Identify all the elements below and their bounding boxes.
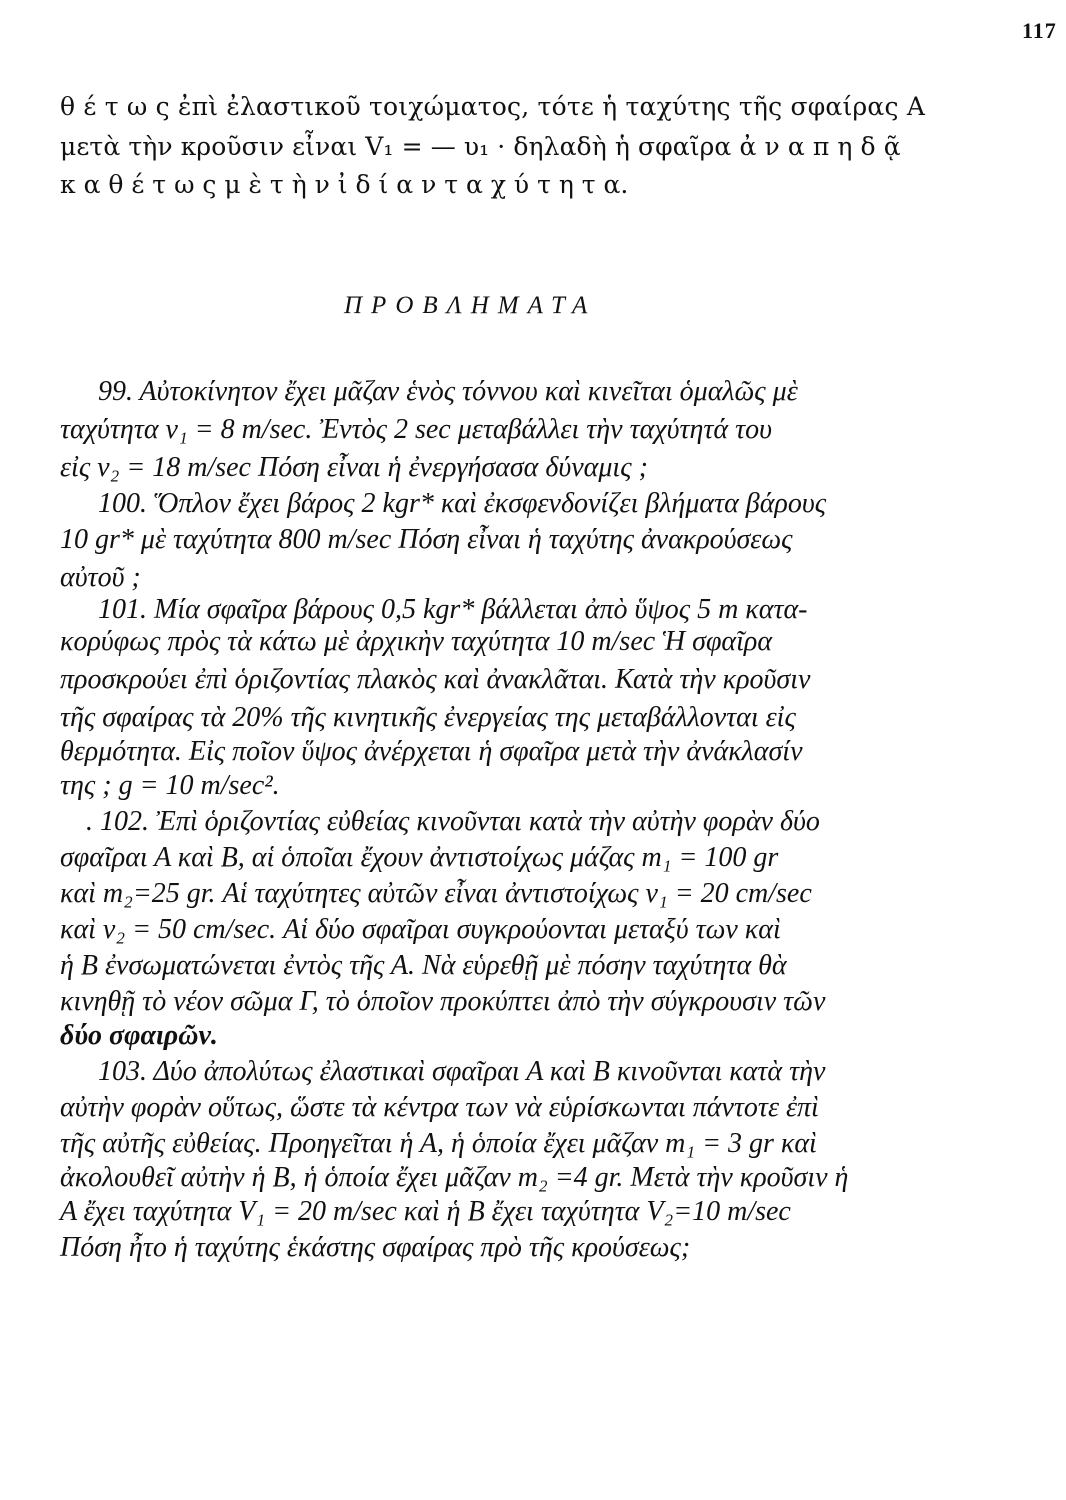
problem-line-16: καὶ v₂ = 50 cm/sec. Αἱ δύο σφαῖραι συγκρούονται μεταξύ των καὶ: [60, 914, 781, 945]
intro-line-2: μετὰ τὴν κροῦσιν εἶναι V₁ = — υ₁ · δηλαδὴ ἡ σφαῖρα ἀ ν α π η δ ᾷ: [60, 132, 901, 161]
problem-line-1: 99. Αὐτοκίνητον ἔχει μᾶζαν ἑνὸς τόννου καὶ κινεῖται ὁμαλῶς μὲ: [98, 376, 798, 407]
problem-line-14: σφαῖραι Α καὶ Β, αἱ ὁποῖαι ἔχουν ἀντιστοίχως μάζας m₁ = 100 gr: [60, 842, 779, 873]
problem-line-13: . 102. Ἐπὶ ὁριζοντίας εὐθείας κινοῦνται κατὰ τὴν αὐτὴν φορὰν δύο: [86, 806, 820, 837]
problem-line-24: Α ἔχει ταχύτητα V₁ = 20 m/sec καὶ ἡ Β ἔχει ταχύτητα V₂=10 m/sec: [60, 1196, 791, 1227]
problem-line-12: της ; g = 10 m/sec².: [60, 770, 280, 801]
page-number: 117: [1022, 18, 1057, 43]
problem-line-18: κινηθῇ τὸ νέον σῶμα Γ, τὸ ὁποῖον προκύπτει ἀπὸ τὴν σύγκρουσιν τῶν: [60, 986, 826, 1017]
problem-line-8: κορύφως πρὸς τὰ κάτω μὲ ἀρχικὴν ταχύτητα 10 m/sec Ἡ σφαῖρα: [60, 626, 773, 657]
problem-line-23: ἀκολουθεῖ αὐτὴν ἡ Β, ἡ ὁποία ἔχει μᾶζαν m₂ =4 gr. Μετὰ τὴν κροῦσιν ἡ: [60, 1162, 849, 1193]
problem-line-21: αὐτὴν φορὰν οὕτως, ὥστε τὰ κέντρα των νὰ εὑρίσκωνται πάντοτε ἐπὶ: [60, 1092, 819, 1123]
problem-line-11: θερμότητα. Εἰς ποῖον ὕψος ἀνέρχεται ἡ σφαῖρα μετὰ τὴν ἀνάκλασίν: [60, 736, 803, 767]
problem-line-20: 103. Δύο ἀπολύτως ἐλαστικαὶ σφαῖραι Α καὶ Β κινοῦνται κατὰ τὴν: [98, 1056, 826, 1087]
problem-line-7: 101. Μία σφαῖρα βάρους 0,5 kgr* βάλλεται ἀπὸ ὕψος 5 m κατα-: [98, 594, 808, 625]
intro-line-3: κ α θ έ τ ω ς μ ὲ τ ὴ ν ἰ δ ί α ν τ α χ ύ τ η τ α.: [60, 170, 629, 199]
problem-line-4: 100. Ὅπλον ἔχει βάρος 2 kgr* καὶ ἐκσφενδονίζει βλήματα βάρους: [98, 488, 827, 519]
problem-line-9: προσκρούει ἐπὶ ὁριζοντίας πλακὸς καὶ ἀνακλᾶται. Κατὰ τὴν κροῦσιν: [60, 664, 811, 695]
problem-line-6: αὐτοῦ ;: [60, 562, 141, 593]
problem-line-19: δύο σφαιρῶν.: [60, 1020, 218, 1051]
problem-line-3: εἰς v₂ = 18 m/sec Πόση εἶναι ἡ ἐνεργήσασα δύναμις ;: [60, 452, 648, 483]
problem-line-2: ταχύτητα v₁ = 8 m/sec. Ἐντὸς 2 sec μεταβάλλει τὴν ταχύτητά του: [60, 414, 772, 445]
section-heading: ΠΡΟΒΛΗΜΑΤΑ: [344, 292, 597, 319]
problem-line-22: τῆς αὐτῆς εὐθείας. Προηγεῖται ἡ Α, ἡ ὁποία ἔχει μᾶζαν m₁ = 3 gr καὶ: [60, 1128, 817, 1159]
problem-line-10: τῆς σφαίρας τὰ 20% τῆς κινητικῆς ἐνεργείας της μεταβάλλονται εἰς: [60, 702, 796, 733]
problem-line-25: Πόση ἦτο ἡ ταχύτης ἑκάστης σφαίρας πρὸ τῆς κρούσεως;: [60, 1232, 691, 1263]
problem-line-17: ἡ Β ἐνσωματώνεται ἐντὸς τῆς Α. Νὰ εὑρεθῇ μὲ πόσην ταχύτητα θὰ: [60, 950, 787, 981]
problem-line-15: καὶ m₂=25 gr. Αἱ ταχύτητες αὐτῶν εἶναι ἀντιστοίχως v₁ = 20 cm/sec: [60, 878, 812, 909]
problem-line-5: 10 gr* μὲ ταχύτητα 800 m/sec Πόση εἶναι ἡ ταχύτης ἀνακρούσεως: [60, 524, 793, 555]
intro-line-1: θ έ τ ω ς ἐπὶ ἐλαστικοῦ τοιχώματος, τότε ἡ ταχύτης τῆς σφαίρας Α: [60, 92, 926, 121]
